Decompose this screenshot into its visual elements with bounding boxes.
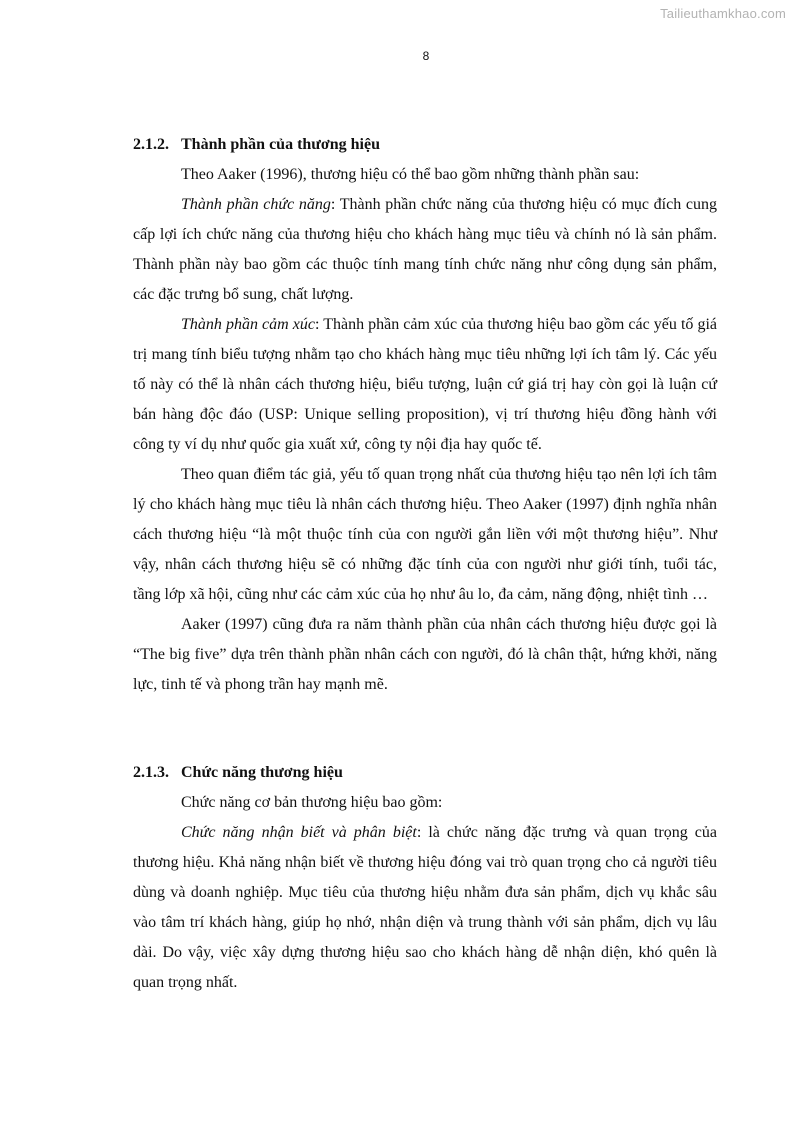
paragraph: Theo quan điểm tác giả, yếu tố quan trọng nhất của thương hiệu tạo nên lợi ích tâm lý cho khách hàng mục tiêu là nhân cách thương hiệu. Theo Aaker (1997) định nghĩa nhân cách thương hiệu “là một thuộc tính của con người gắn liền với một thương hiệu”. Như vậy, nhân cách thương hiệu sẽ có những đặc tính của con người như giới tính, tuổi tác, tầng lớp xã hội, cũng như các cảm xúc của họ như âu lo, đa cảm, năng động, nhiệt tình … — [133, 466, 717, 603]
paragraph-text: : là chức năng đặc trưng và quan trọng của thương hiệu. Khả năng nhận biết về thương hiệu đóng vai trò quan trọng cho cả người tiêu dùng và doanh nghiệp. Mục tiêu của thương hiệu nhằm đưa sản phẩm, dịch vụ khắc sâu vào tâm trí khách hàng, giúp họ nhớ, nhận diện và trung thành với sản phẩm, dịch vụ lâu dài. Do vậy, việc xây dựng thương hiệu sao cho khách hàng dễ nhận diện, khó quên là quan trọng nhất. — [133, 824, 718, 991]
paragraph-text: : Thành phần cảm xúc của thương hiệu bao gồm các yếu tố giá trị mang tính biểu tượng nhằm tạo cho khách hàng mục tiêu những lợi ích tâm lý. Các yếu tố này có thể là nhân cách thương hiệu, biểu tượng, luận cứ giá trị hay còn gọi là luận cứ bán hàng độc đáo (USP: Unique selling proposition), vị trí thương hiệu đồng hành với công ty ví dụ như quốc gia xuất xứ, công ty nội địa hay quốc tế. — [133, 316, 718, 453]
paragraph-term: Chức năng nhận biết và phân biệt — [181, 824, 417, 841]
paragraph: Chức năng cơ bản thương hiệu bao gồm: — [181, 794, 443, 811]
paragraph: Theo Aaker (1996), thương hiệu có thể bao gồm những thành phần sau: — [181, 166, 640, 183]
paragraph — [133, 190, 717, 310]
paragraph: Aaker (1997) cũng đưa ra năm thành phần của nhân cách thương hiệu được gọi là “The big five” dựa trên thành phần nhân cách con người, đó là chân thật, hứng khởi, năng lực, tinh tế và phong trần hay mạnh mẽ. — [133, 616, 717, 693]
page-number: 8 — [422, 49, 430, 63]
section-brand-functions — [133, 758, 717, 998]
paragraph — [133, 818, 717, 998]
paragraph-text: : Thành phần chức năng của thương hiệu có mục đích cung cấp lợi ích chức năng của thương hiệu cho khách hàng mục tiêu và chính nó là sản phẩm. Thành phần này bao gồm các thuộc tính mang tính chức năng như công dụng sản phẩm, các đặc trưng bổ sung, chất lượng. — [133, 196, 718, 303]
watermark: Tailieuthamkhao.com — [660, 6, 786, 21]
section-title: Thành phần của thương hiệu — [181, 136, 380, 153]
paragraph — [133, 310, 717, 460]
section-number: 2.1.2. — [133, 136, 169, 153]
paragraph-term: Thành phần cảm xúc — [181, 316, 315, 333]
section-title: Chức năng thương hiệu — [181, 764, 343, 781]
section-number: 2.1.3. — [133, 764, 169, 781]
section-heading — [133, 758, 717, 788]
paragraph-term: Thành phần chức năng — [181, 196, 331, 213]
section-heading — [133, 130, 717, 160]
section-brand-components — [133, 130, 717, 700]
